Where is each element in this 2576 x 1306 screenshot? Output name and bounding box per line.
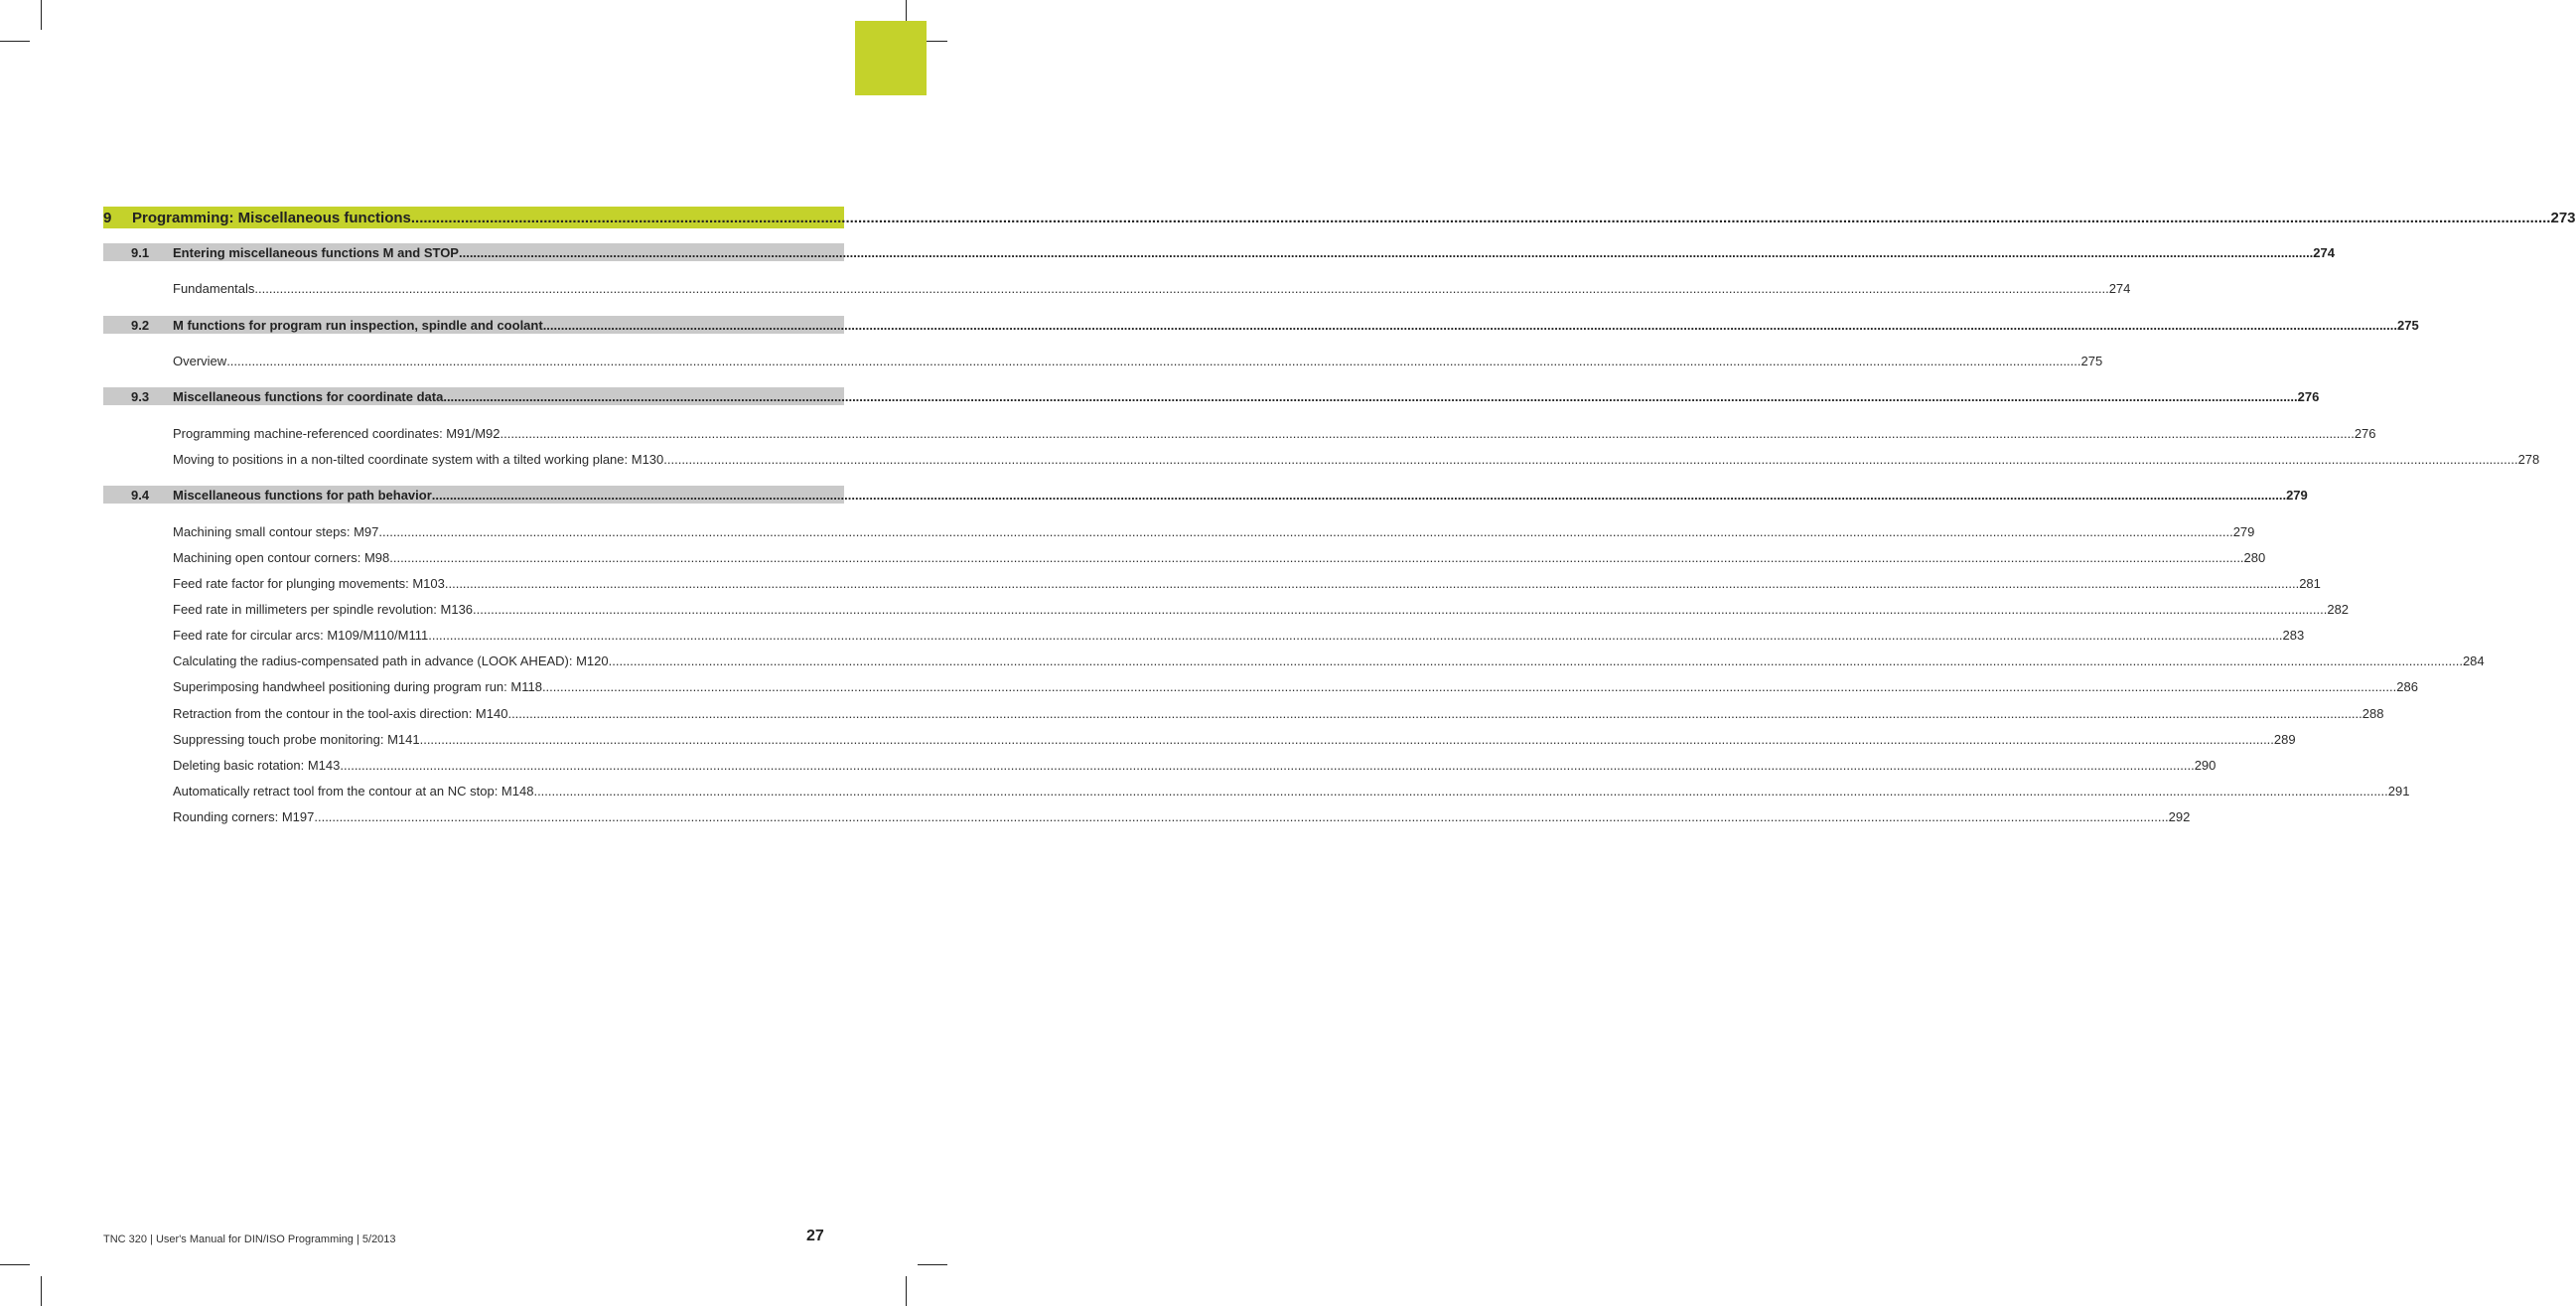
section-title: Miscellaneous functions for coordinate data [173, 388, 444, 404]
toc-entry[interactable] [173, 703, 2384, 723]
leader-dots [533, 784, 2387, 798]
crop-mark [0, 1264, 30, 1265]
page-number: 27 [806, 1228, 824, 1244]
section-page: 279 [2286, 487, 2308, 503]
entry-title: Retraction from the contour in the tool-axis direction: M140 [173, 705, 508, 721]
section-title: Miscellaneous functions for path behavior [173, 487, 432, 503]
leader-dots [507, 706, 2361, 721]
leader-dots [663, 452, 2517, 467]
crop-mark [906, 1276, 907, 1306]
toc-section-row[interactable] [103, 316, 2419, 334]
section-title: Entering miscellaneous functions M and STOP [173, 244, 459, 260]
chapter-number: 9 [103, 209, 112, 226]
entry-title: Moving to positions in a non-tilted coordinate system with a tilted working plane: M130 [173, 451, 664, 467]
entry-page: 292 [2168, 808, 2191, 824]
toc-section-row[interactable] [103, 243, 2335, 261]
entry-page: 281 [2299, 575, 2321, 591]
chapter-page: 273 [2550, 209, 2576, 226]
leader-dots [473, 602, 2327, 617]
leader-dots [543, 318, 2397, 333]
entry-title: Calculating the radius-compensated path in advance (LOOK AHEAD): M120 [173, 653, 609, 668]
leader-dots [389, 550, 2243, 565]
entry-title: Feed rate factor for plunging movements: M103 [173, 575, 445, 591]
crop-mark [0, 41, 30, 42]
leader-dots [443, 389, 2297, 404]
toc-entry[interactable] [173, 599, 2350, 619]
toc-entry[interactable] [173, 781, 2410, 800]
footer-text: TNC 320 | User's Manual for DIN/ISO Programming | 5/2013 [103, 1233, 396, 1245]
leader-dots [432, 488, 2286, 503]
toc-entry[interactable] [173, 729, 2296, 749]
entry-page: 288 [2361, 705, 2384, 721]
toc-entry[interactable] [173, 755, 2217, 775]
chapter-tab [855, 21, 927, 95]
entry-page: 274 [2108, 280, 2131, 296]
section-number: 9.4 [131, 487, 150, 503]
entry-title: Suppressing touch probe monitoring: M141 [173, 731, 420, 747]
entry-page: 280 [2243, 549, 2266, 565]
section-number: 9.1 [131, 244, 150, 260]
entry-page: 279 [2232, 523, 2255, 539]
toc-entry[interactable] [173, 547, 2266, 567]
entry-page: 278 [2517, 451, 2540, 467]
toc-entry[interactable] [173, 278, 2131, 298]
entry-title: Fundamentals [173, 280, 255, 296]
leader-dots [420, 732, 2274, 747]
leader-dots [542, 679, 2396, 694]
toc-entry[interactable] [173, 625, 2305, 645]
entry-title: Feed rate for circular arcs: M109/M110/M111 [173, 627, 429, 643]
toc-entry[interactable] [173, 449, 2540, 469]
leader-dots [501, 426, 2355, 441]
section-number: 9.2 [131, 317, 150, 333]
entry-title: Overview [173, 353, 227, 368]
toc-entry[interactable] [173, 676, 2418, 696]
crop-mark [41, 0, 42, 30]
entry-title: Machining small contour steps: M97 [173, 523, 379, 539]
entry-page: 282 [2327, 601, 2350, 617]
entry-title: Deleting basic rotation: M143 [173, 757, 341, 773]
leader-dots [340, 758, 2194, 773]
leader-dots [378, 524, 2232, 539]
leader-dots [459, 245, 2313, 260]
entry-title: Machining open contour corners: M98 [173, 549, 390, 565]
entry-title: Superimposing handwheel positioning during program run: M118 [173, 678, 542, 694]
entry-page: 291 [2387, 783, 2410, 798]
entry-title: Rounding corners: M197 [173, 808, 315, 824]
entry-page: 275 [2080, 353, 2103, 368]
toc-section-row[interactable] [103, 387, 2320, 405]
toc-entry[interactable] [173, 351, 2103, 370]
section-page: 275 [2397, 317, 2419, 333]
toc-entry[interactable] [173, 806, 2191, 826]
section-number: 9.3 [131, 388, 150, 404]
crop-mark [41, 1276, 42, 1306]
leader-dots [254, 281, 2108, 296]
toc-chapter-row[interactable] [103, 207, 2576, 228]
leader-dots [226, 354, 2080, 368]
entry-title: Programming machine-referenced coordinates: M91/M92 [173, 425, 501, 441]
leader-dots [314, 809, 2168, 824]
entry-page: 286 [2396, 678, 2418, 694]
section-title: M functions for program run inspection, spindle and coolant [173, 317, 543, 333]
toc-entry[interactable] [173, 651, 2485, 670]
leader-dots [445, 576, 2299, 591]
leader-dots [411, 210, 2551, 226]
leader-dots [609, 653, 2463, 668]
toc-entry[interactable] [173, 521, 2255, 541]
entry-page: 283 [2282, 627, 2305, 643]
entry-title: Feed rate in millimeters per spindle revolution: M136 [173, 601, 474, 617]
section-page: 274 [2313, 244, 2335, 260]
crop-mark [918, 1264, 947, 1265]
entry-title: Automatically retract tool from the contour at an NC stop: M148 [173, 783, 534, 798]
toc-entry[interactable] [173, 573, 2321, 593]
toc-section-row[interactable] [103, 486, 2308, 504]
entry-page: 276 [2354, 425, 2376, 441]
section-page: 276 [2297, 388, 2320, 404]
entry-page: 290 [2194, 757, 2217, 773]
chapter-title: Programming: Miscellaneous functions [132, 209, 411, 226]
toc-entry[interactable] [173, 423, 2376, 443]
entry-page: 289 [2273, 731, 2296, 747]
leader-dots [428, 628, 2282, 643]
entry-page: 284 [2462, 653, 2485, 668]
